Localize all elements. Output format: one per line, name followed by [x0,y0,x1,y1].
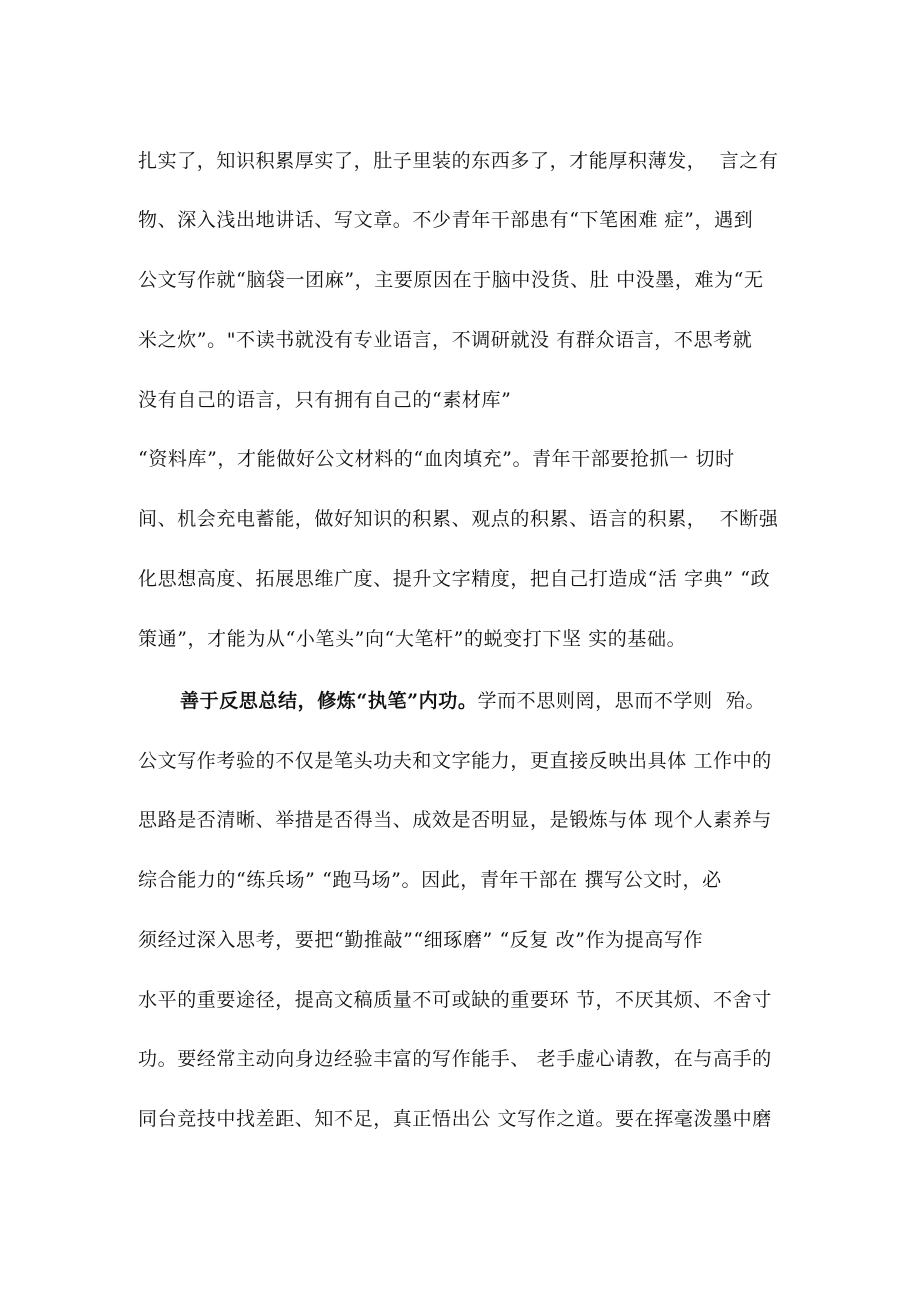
paragraph-2-heading: 善于反思总结，修炼“执笔”内功。 [180,690,478,712]
paragraph-1-line-4: 米之炊”。"不读书就没有专业语言，不调研就没 有群众语言，不思考就 [138,329,753,351]
paragraph-2-line-5: 须经过深入思考，要把“勤推敲”“细琢磨” “反复 改”作为提高写作 [138,929,704,951]
paragraph-1-line-6: “资料库”，才能做好公文材料的“血肉填充”。青年干部要抢抓一 切时 [138,448,735,470]
paragraph-1-line-8: 化思想高度、拓展思维广度、提升文字精度，把自己打造成“活 字典” “政 [138,568,771,590]
paragraph-2-line-1 [180,689,765,713]
paragraph-2-first-line-rest: 学而不思则罔，思而不学则 殆。 [477,690,766,712]
paragraph-1-line-9: 策通”，才能为从“小笔头”向“大笔杆”的蜕变打下坚 实的基础。 [138,628,687,650]
paragraph-2-line-2: 公文写作考验的不仅是笔头功夫和文字能力，更直接反映出具体 工作中的 [138,750,772,772]
paragraph-2-line-4: 综合能力的“练兵场” “跑马场”。因此，青年干部在 撰写公文时，必 [138,869,722,891]
paragraph-2-line-8: 同台竞技中找差距、知不足，真正悟出公 文写作之道。要在挥毫泼墨中磨 [138,1108,772,1130]
paragraph-1-line-5: 没有自己的语言，只有拥有自己的“素材库” [138,389,512,411]
paragraph-2-line-3: 思路是否清晰、举措是否得当、成效是否明显，是锻炼与体 现个人素养与 [138,809,772,831]
paragraph-2-line-7: 功。要经常主动向身边经验丰富的写作能手、 老手虚心请教，在与高手的 [138,1048,772,1070]
paragraph-1-line-1: 扎实了，知识积累厚实了，肚子里装的东西多了，才能厚积薄发， 言之有 [138,150,779,172]
paragraph-2-line-6: 水平的重要途径，提高文稿质量不可或缺的重要环 节，不厌其烦、不舍寸 [138,989,772,1011]
paragraph-1-line-2: 物、深入浅出地讲话、写文章。不少青年干部患有“下笔困难 症”，遇到 [138,209,754,231]
paragraph-1-line-7: 间、机会充电蓄能，做好知识的积累、观点的积累、语言的积累， 不断强 [138,508,779,530]
paragraph-1-line-3: 公文写作就“脑袋一团麻”，主要原因在于脑中没货、肚 中没墨，难为“无 [138,269,764,291]
